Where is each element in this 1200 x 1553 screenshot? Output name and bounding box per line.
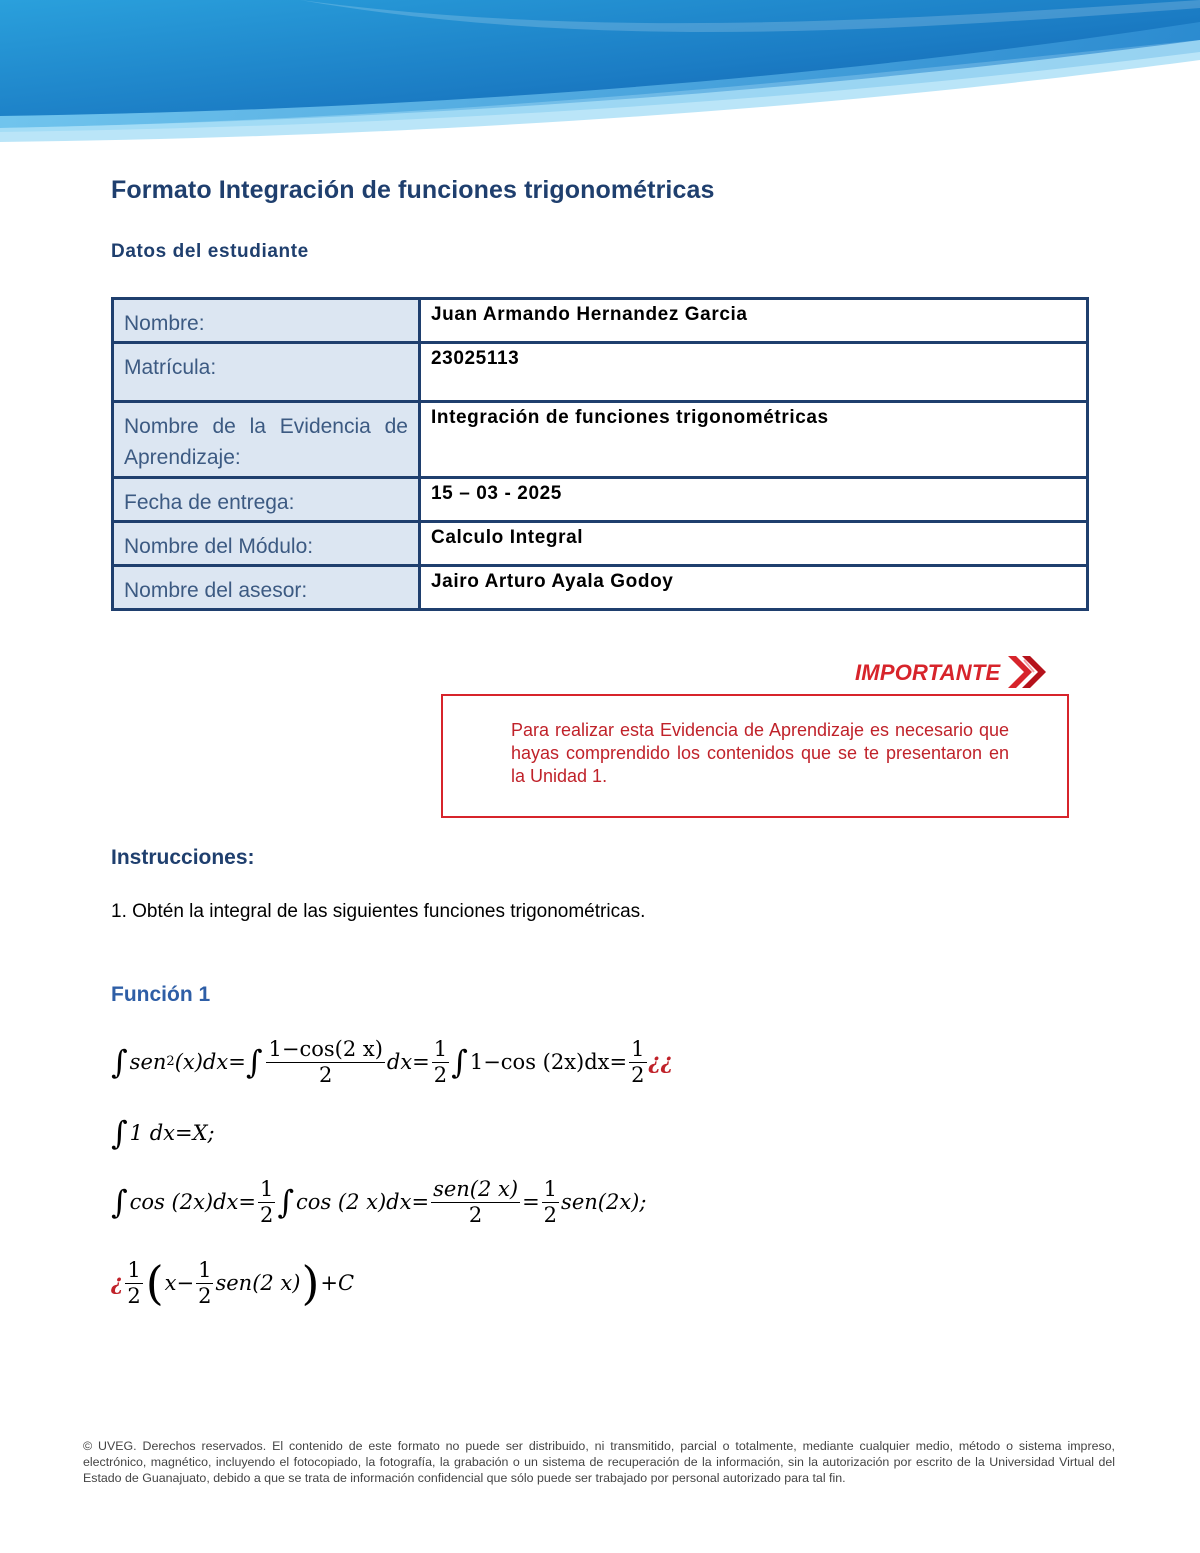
eq-term: sen(2x); [561, 1189, 647, 1214]
fraction-numerator: 1 [260, 1177, 274, 1201]
eq-term: +C [320, 1270, 355, 1295]
equation-4 [111, 1257, 354, 1308]
row-label: Nombre del asesor: [113, 566, 420, 610]
table-row [113, 478, 1088, 522]
row-label: Matrícula: [113, 343, 420, 402]
integral-sign: ∫ [111, 1114, 128, 1152]
eq-superscript: 2 [166, 1054, 175, 1069]
table-row [113, 566, 1088, 610]
fraction-numerator: 1 [631, 1037, 645, 1061]
fraction-numerator: 1−cos(2 x) [268, 1037, 383, 1061]
fraction-numerator: 1 [543, 1177, 558, 1201]
fraction-denominator: 2 [468, 1203, 483, 1227]
integral-sign: ∫ [111, 1042, 128, 1081]
row-value: Integración de funciones trigonométricas [420, 402, 1088, 478]
row-value: Juan Armando Hernandez Garcia [420, 299, 1088, 343]
fraction-denominator: 2 [127, 1284, 141, 1308]
eq-term: sen(2 x) [215, 1270, 301, 1295]
student-data-table [111, 297, 1089, 611]
eq-fraction [432, 1036, 449, 1087]
row-label: Nombre: [113, 299, 420, 343]
eq-term: 1 dx=X; [129, 1121, 215, 1145]
equation-2 [111, 1114, 215, 1152]
eq-error-glyph: ¿¿ [648, 1049, 674, 1074]
equation-3 [111, 1176, 646, 1227]
table-row [113, 522, 1088, 566]
eq-term: 1−cos (2x)dx= [469, 1049, 628, 1074]
eq-term: dx= [386, 1049, 430, 1074]
eq-fraction [196, 1257, 213, 1308]
eq-fraction [125, 1257, 142, 1308]
eq-term: cos (2x)dx= [129, 1189, 256, 1214]
integral-sign: ∫ [451, 1042, 468, 1081]
row-value: 23025113 [420, 343, 1088, 402]
important-label: IMPORTANTE [855, 660, 1001, 685]
eq-term: cos (2 x)dx= [296, 1189, 430, 1214]
eq-error-glyph: ¿ [111, 1270, 124, 1295]
right-paren: ) [301, 1255, 320, 1310]
eq-fraction [431, 1176, 520, 1227]
table-row [113, 402, 1088, 478]
row-value: 15 – 03 - 2025 [420, 478, 1088, 522]
header-banner [0, 0, 1200, 150]
eq-term: (x)dx= [174, 1049, 246, 1074]
integral-sign: ∫ [111, 1182, 128, 1221]
fraction-numerator: 1 [198, 1258, 212, 1282]
fraction-denominator: 2 [433, 1063, 448, 1087]
instructions-heading: Instrucciones: [111, 846, 255, 869]
equation-1 [111, 1036, 673, 1087]
fraction-numerator: 1 [433, 1037, 448, 1061]
document-title: Formato Integración de funciones trigonométricas [111, 176, 715, 204]
fraction-denominator: 2 [631, 1063, 645, 1087]
eq-fraction [266, 1036, 384, 1087]
footer-copyright: © UVEG. Derechos reservados. El contenido de este formato no puede ser distribuido, ni transmitido, parcial o totalmente, mediante cualquier medio, método o sistema impreso, electrónico, magnético, incluyendo el fotocopiado, la fotografía, la grabación o un sistema de recuperación de la información, sin la autorización por escrito de la Universidad Virtual del Estado de Guanajuato, debido a que se trata de información confidencial que sólo puede ser trabajado por personal autorizado para tal fin. [83, 1439, 1115, 1485]
section-subtitle: Datos del estudiante [111, 241, 309, 262]
important-text: Para realizar esta Evidencia de Aprendizaje es necesario que hayas comprendido los contenidos que se te presentaron en la Unidad 1. [511, 720, 1009, 786]
row-label: Fecha de entrega: [113, 478, 420, 522]
integral-sign: ∫ [277, 1182, 295, 1221]
fraction-denominator: 2 [260, 1203, 274, 1227]
eq-fraction [542, 1176, 559, 1227]
eq-term: = [522, 1189, 540, 1214]
table-row [113, 343, 1088, 402]
function-heading: Función 1 [111, 983, 211, 1006]
eq-term: x− [164, 1270, 195, 1295]
fraction-denominator: 2 [319, 1063, 333, 1087]
row-label: Nombre de la Evidencia de Aprendizaje: [113, 402, 420, 478]
fraction-numerator: 1 [127, 1258, 141, 1282]
double-chevron-icon [1004, 652, 1052, 692]
fraction-denominator: 2 [198, 1284, 212, 1308]
row-value: Calculo Integral [420, 522, 1088, 566]
eq-fraction [629, 1036, 646, 1087]
eq-term: sen [129, 1049, 167, 1074]
left-paren: ( [145, 1255, 164, 1310]
row-value: Jairo Arturo Ayala Godoy [420, 566, 1088, 610]
fraction-denominator: 2 [543, 1203, 558, 1227]
row-label: Nombre del Módulo: [113, 522, 420, 566]
eq-fraction [258, 1176, 275, 1227]
fraction-numerator: sen(2 x) [433, 1177, 519, 1201]
table-row [113, 299, 1088, 343]
instructions-text: 1. Obtén la integral de las siguientes funciones trigonométricas. [111, 901, 646, 922]
integral-sign: ∫ [245, 1042, 263, 1081]
